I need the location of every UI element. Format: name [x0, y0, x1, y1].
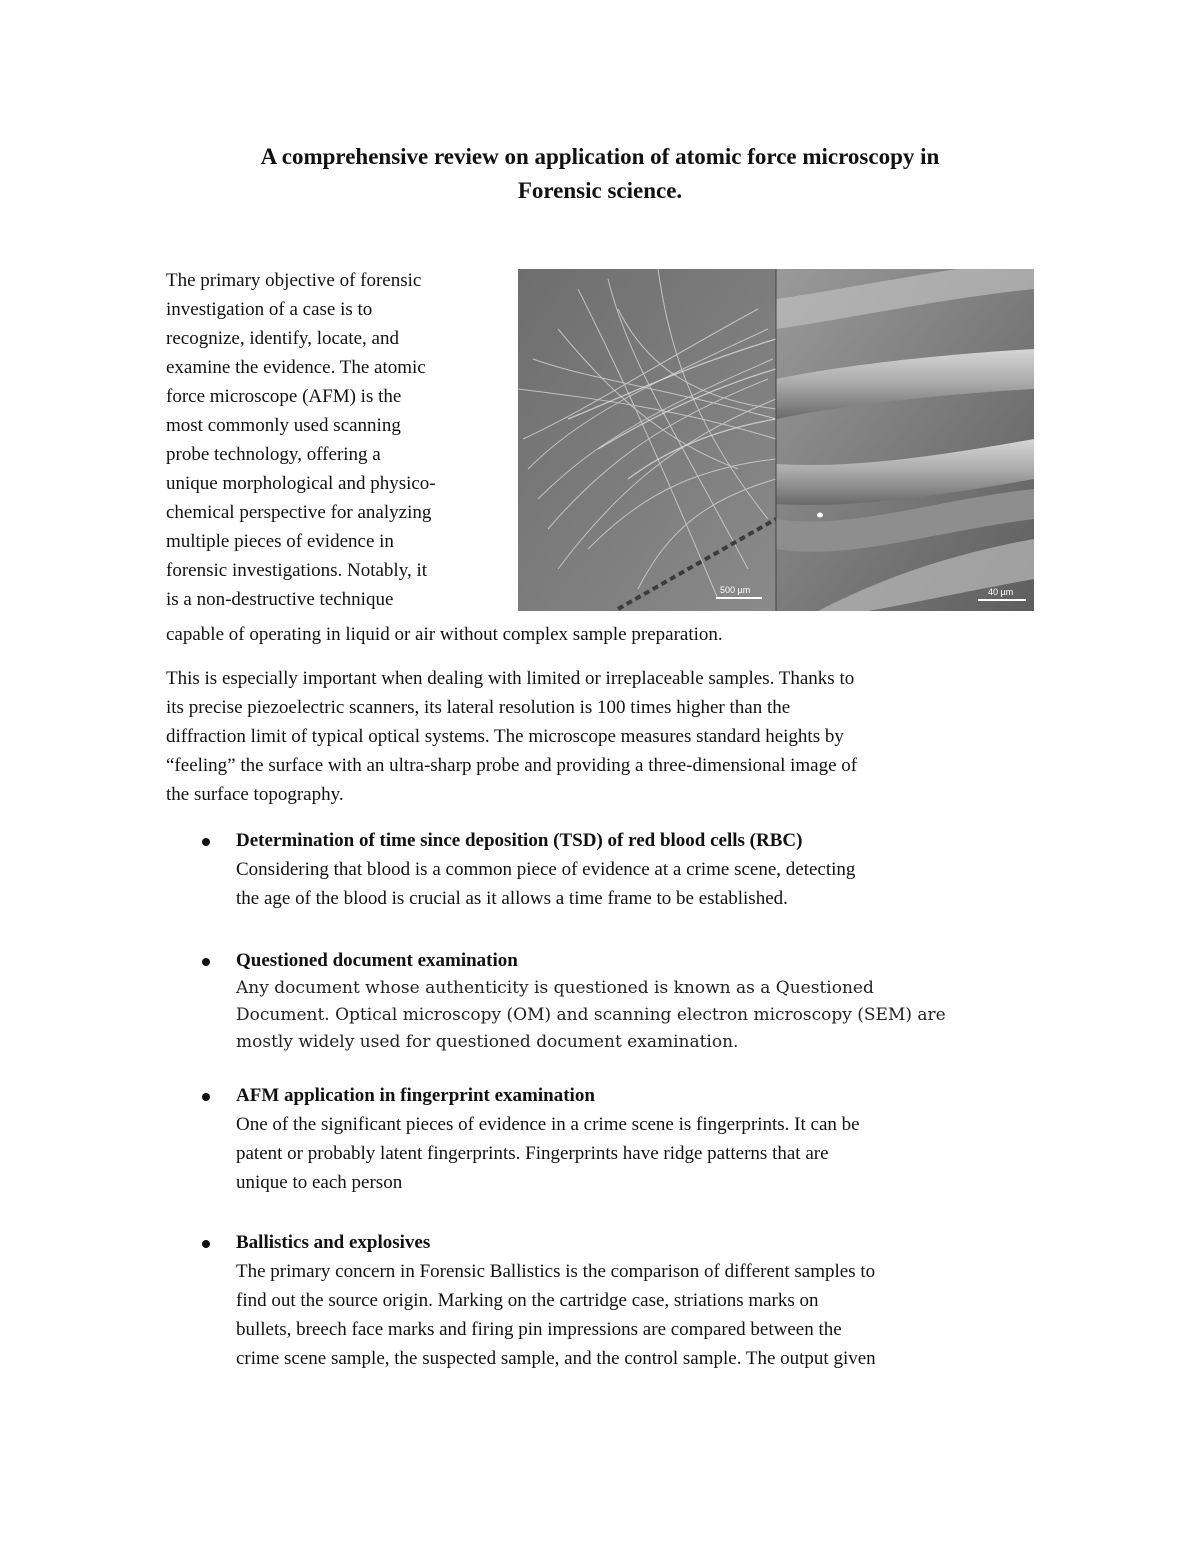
left-scale-label: 500 µm: [720, 585, 751, 595]
body-line: “feeling” the surface with an ultra-sharp probe and providing a three-dimensional image of: [166, 755, 858, 776]
bullet-text-line: Any document whose authenticity is questioned is known as a Questioned: [236, 978, 874, 998]
bullet-dot-icon: [202, 1240, 210, 1248]
sem-fiber-figure: [518, 269, 1034, 611]
bullet-item-fingerprint: [196, 1081, 860, 1197]
bullet-heading: Questioned document examination: [236, 950, 518, 971]
document-title: [120, 140, 1080, 208]
body-line: This is especially important when dealing with limited or irreplaceable samples. Thanks to: [166, 668, 855, 689]
bullet-text-line: One of the significant pieces of evidence in a crime scene is fingerprints. It can be: [236, 1114, 860, 1135]
right-scale-label: 40 µm: [988, 587, 1014, 597]
title-line-1: A comprehensive review on application of atomic force microscopy in: [260, 144, 940, 169]
bullet-dot-icon: [202, 1093, 210, 1101]
bullet-heading: Ballistics and explosives: [236, 1232, 431, 1253]
bullet-text-line: unique to each person: [236, 1172, 403, 1193]
intro-line: force microscope (AFM) is the: [166, 386, 402, 407]
intro-line: The primary objective of forensic: [166, 270, 422, 291]
intro-line: most commonly used scanning: [166, 415, 401, 436]
bullet-text-line: Document. Optical microscopy (OM) and scanning electron microscopy (SEM) are: [236, 1005, 946, 1025]
bullet-text-line: bullets, breech face marks and firing pin impressions are compared between the: [236, 1319, 842, 1340]
bullet-text-line: Considering that blood is a common piece of evidence at a crime scene, detecting: [236, 859, 856, 880]
intro-line: is a non-destructive technique: [166, 589, 394, 610]
intro-line: examine the evidence. The atomic: [166, 357, 426, 378]
intro-tail-line: capable of operating in liquid or air without complex sample preparation.: [166, 624, 723, 645]
body-line: diffraction limit of typical optical systems. The microscope measures standard heights by: [166, 726, 844, 747]
bullet-text-line: find out the source origin. Marking on the cartridge case, striations marks on: [236, 1290, 819, 1311]
bullet-text-line: The primary concern in Forensic Ballistics is the comparison of different samples to: [236, 1261, 876, 1282]
right-sem-panel: [776, 269, 1034, 611]
title-line-2: Forensic science.: [517, 178, 683, 203]
bullet-text-line: crime scene sample, the suspected sample, and the control sample. The output given: [236, 1348, 876, 1369]
bullet-heading: AFM application in fingerprint examination: [236, 1085, 595, 1106]
intro-line: multiple pieces of evidence in: [166, 531, 394, 552]
intro-line: unique morphological and physico-: [166, 473, 436, 494]
left-sem-panel: [518, 269, 776, 611]
intro-line: probe technology, offering a: [166, 444, 381, 465]
body-line: the surface topography.: [166, 784, 344, 805]
bullet-item-tsd: [196, 826, 855, 913]
bullet-text-line: mostly widely used for questioned document examination.: [236, 1032, 739, 1052]
bullet-item-ballistics: [196, 1228, 876, 1373]
body-line: its precise piezoelectric scanners, its lateral resolution is 100 times higher than the: [166, 697, 791, 718]
bullet-item-questioned-document: [196, 946, 946, 1056]
sem-fiber-image: [518, 269, 1034, 611]
bullet-dot-icon: [202, 958, 210, 966]
bullet-dot-icon: [202, 838, 210, 846]
intro-line: chemical perspective for analyzing: [166, 502, 432, 523]
bullet-heading: Determination of time since deposition (TSD) of red blood cells (RBC): [236, 830, 803, 851]
body-paragraph: [166, 664, 1046, 809]
intro-paragraph: [166, 266, 516, 614]
bullet-text-line: patent or probably latent fingerprints. Fingerprints have ridge patterns that are: [236, 1143, 829, 1164]
intro-line: recognize, identify, locate, and: [166, 328, 399, 349]
intro-line: investigation of a case is to: [166, 299, 373, 320]
bullet-text-line: the age of the blood is crucial as it allows a time frame to be established.: [236, 888, 788, 909]
intro-line: forensic investigations. Notably, it: [166, 560, 428, 581]
